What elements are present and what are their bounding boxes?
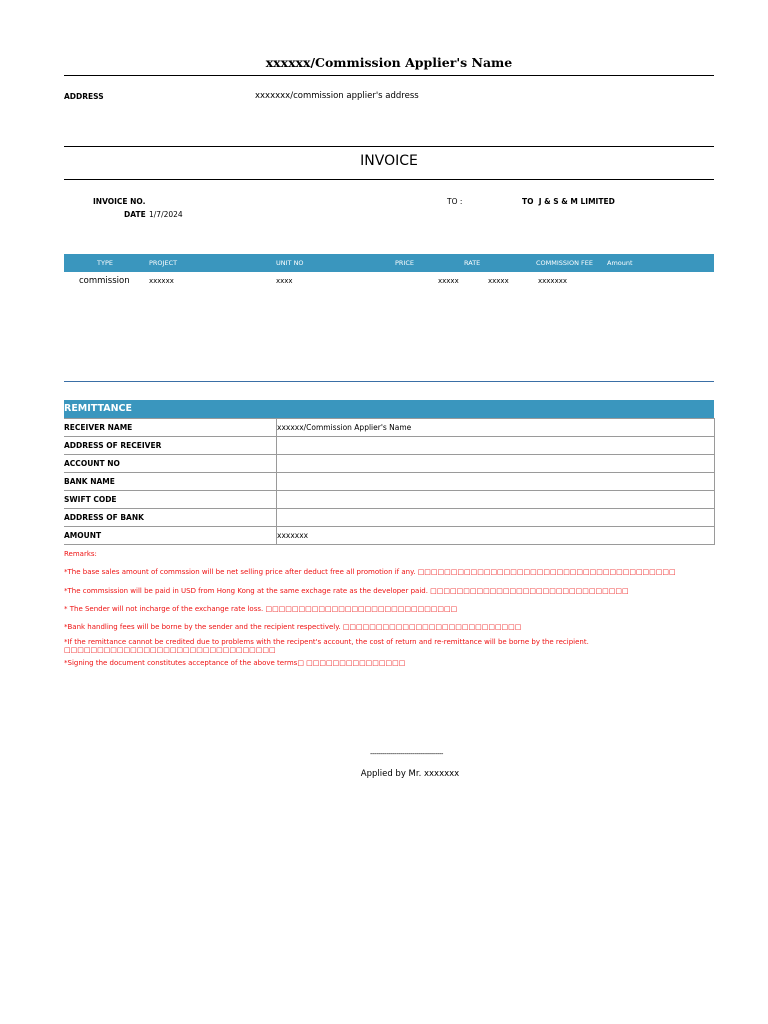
bank-name-label: BANK NAME [64,473,277,491]
remark-item: *If the remittance cannot be credited due to problems with the recipent's account, the cost of return and re-remittance will be borne by the recipient. □□□□□□□□□□□□□□□□□□□□□□□□□□□□□□□□ [64,638,589,654]
col-type: TYPE [97,259,113,267]
remark-item: * The Sender will not incharge of the exchange rate loss. □□□□□□□□□□□□□□□□□□□□□□□□□□□□□ [64,605,458,613]
swift-code-value [277,491,715,509]
table-row [64,509,715,527]
remittance-table [64,418,715,545]
table-row [64,491,715,509]
col-project: PROJECT [149,259,178,267]
account-no-label: ACCOUNT NO [64,455,277,473]
address-value: xxxxxxx/commission applier's address [255,91,419,101]
swift-code-label: SWIFT CODE [64,491,277,509]
col-commission-fee: COMMISSION FEE [536,259,593,267]
receiver-address-label: ADDRESS OF RECEIVER [64,437,277,455]
remark-item: *The commsission will be paid in USD from Hong Kong at the same exchage rate as the developer paid. □□□□□□□□□□□□□□□□□□□□□□□□□□□□□□ [64,587,629,595]
account-no-value [277,455,715,473]
to-label: TO : [447,197,463,206]
invoice-no-label: INVOICE NO. [93,197,146,206]
amount-label: AMOUNT [64,527,277,545]
signature-line: ------------------------------------ [370,750,443,758]
table-row [64,527,715,545]
divider [64,179,714,180]
amount-value: xxxxxxx [277,527,715,545]
divider [64,75,714,76]
remarks-title: Remarks: [64,550,97,558]
table-row [64,437,715,455]
remark-item: *Signing the document constitutes acceptance of the above terms□ □□□□□□□□□□□□□□□ [64,659,406,667]
col-unit-no: UNIT NO [276,259,304,267]
bank-name-value [277,473,715,491]
cell-project: xxxxxx [149,277,174,285]
date-label: DATE [124,210,146,219]
bank-address-label: ADDRESS OF BANK [64,509,277,527]
cell-rate: xxxxx [488,277,509,285]
cell-price: xxxxx [438,277,459,285]
receiver-address-value [277,437,715,455]
document-title: xxxxxx/Commission Applier's Name [265,55,513,70]
to-value: TO J & S & M LIMITED [522,197,615,206]
cell-unit-no: xxxx [276,277,293,285]
divider [64,146,714,147]
table-row [64,455,715,473]
receiver-name-value: xxxxxx/Commission Applier's Name [277,419,715,437]
col-amount: Amount [607,259,633,267]
col-rate: RATE [464,259,481,267]
divider [64,381,714,382]
date-value: 1/7/2024 [149,210,183,219]
table-row [64,419,715,437]
remark-item: *The base sales amount of commssion will be net selling price after deduct free all promotion if any. □□□□□□□□□□□□□□□□□□□□□□□□□□□□□□□□□□□□□□□ [64,568,676,576]
items-table-header [64,254,714,272]
invoice-title: INVOICE [360,153,418,169]
receiver-name-label: RECEIVER NAME [64,419,277,437]
cell-commission-fee: xxxxxxx [538,277,567,285]
remark-item: *Bank handling fees will be borne by the sender and the recipient respectively. □□□□□□□□□□□□□□□□□□□□□□□□□□□ [64,623,522,631]
address-label: ADDRESS [64,92,104,101]
table-row [64,473,715,491]
remittance-title: REMITTANCE [64,400,714,418]
bank-address-value [277,509,715,527]
cell-type: commission [79,276,130,286]
col-price: PRICE [395,259,414,267]
applied-by: Applied by Mr. xxxxxxx [360,769,460,779]
